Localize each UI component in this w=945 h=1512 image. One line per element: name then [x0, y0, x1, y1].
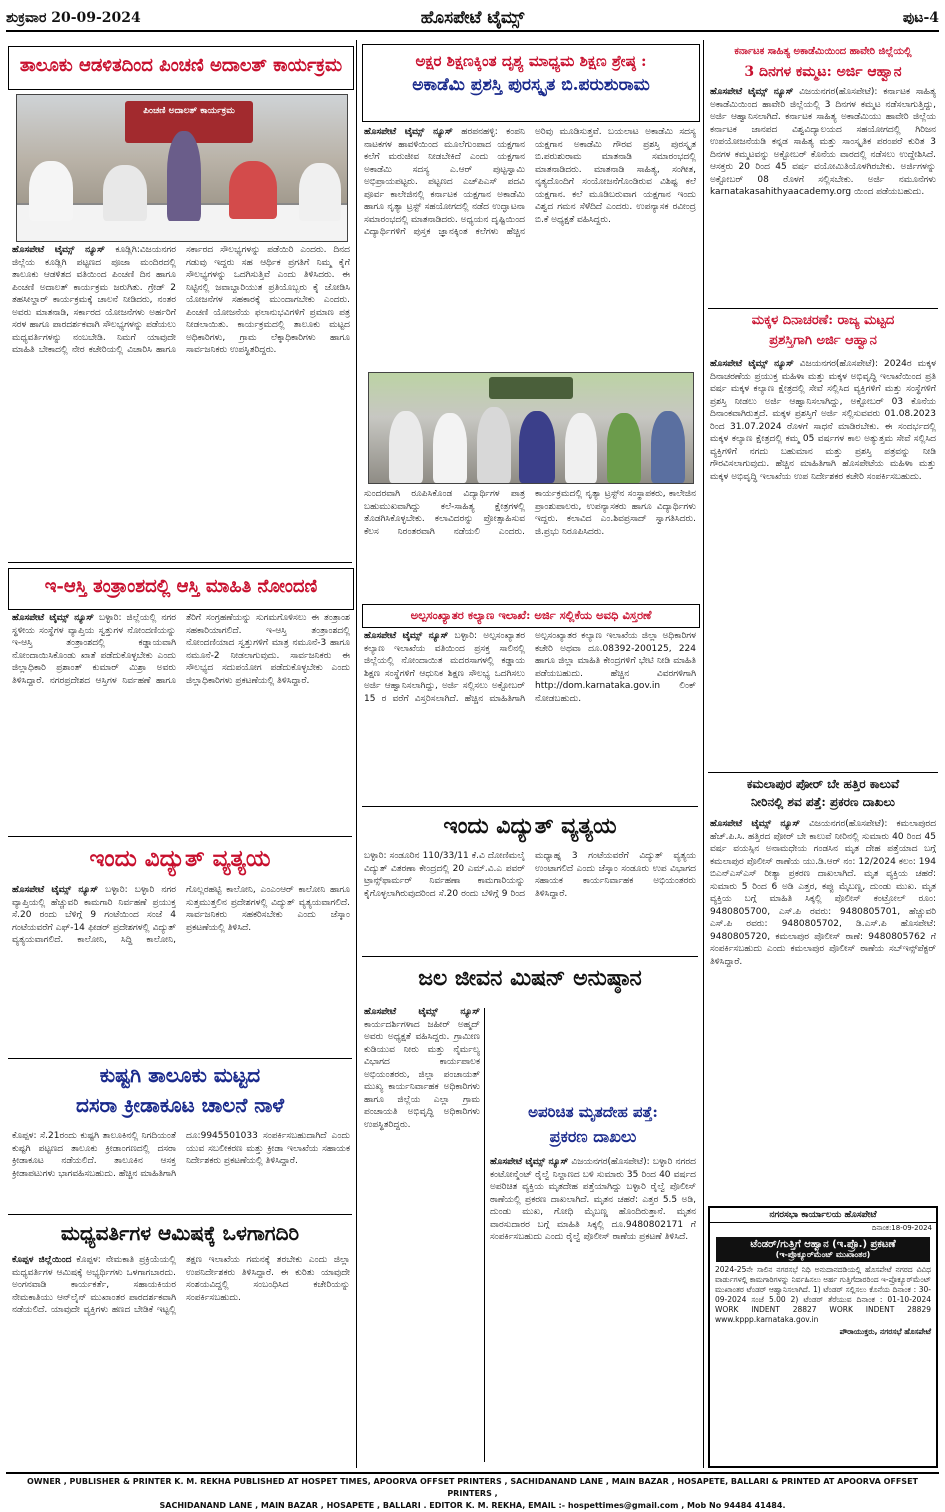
article-headline: ಕಮಲಾಪುರ ಪೋರ್ ಬೇ ಹತ್ತಿರ ಕಾಲುವೆ — [746, 777, 900, 791]
byline: ಹೊಸಪೇಟೆ ಟೈಮ್ಸ್ ನ್ಯೂಸ್ — [490, 1157, 569, 1167]
article-body — [710, 86, 936, 304]
byline: ಹೊಸಪೇಟೆ ಟೈಮ್ಸ್ ನ್ಯೂಸ್ — [12, 245, 105, 255]
article-body — [12, 1254, 350, 1466]
byline: ಹೊಸಪೇಟೆ ಟೈಮ್ಸ್ ನ್ಯೂಸ್ — [364, 127, 453, 137]
tender-heading-text: ಟೆಂಡರ್/ಗುತ್ತಿಗೆ ಆಹ್ವಾನ (ಇ.ಪ್ರೊ.) ಪ್ರಕಟಣೆ — [750, 1239, 896, 1251]
article-headline: ಅಕ್ಷರ ಶಿಕ್ಷಣಕ್ಕಿಂತ ದೃಶ್ಯ ಮಾಧ್ಯಮ ಶಿಕ್ಷಣ ಶ್ರೇಷ್ಠ : — [415, 52, 647, 70]
article-text: ಬಳ್ಳಾರಿ: ಬಳ್ಳಾರಿ ನಗರ ವ್ಯಾಪ್ತಿಯಲ್ಲಿ ಹೆಚ್ಚುವರಿ ಕಾಮಗಾರಿ ನಿರ್ವಹಣೆ ಪ್ರಯುಕ್ತ ಸೆ.20 ರಂದು ಬೆಳಿಗ್ಗೆ 9 ಗಂಟೆಯಿಂದ ಸಂಜೆ 4 ಗಂಟೆಯವರೆಗೆ ಎಫ್-14 ಫೀಡರ್ ಪ್ರದೇಶಗಳಲ್ಲಿ ವಿದ್ಯುತ್ ವ್ಯತ್ಯಯವಾಗಲಿದೆ. ಕಾಲೋನಿ, ಸಿದ್ದಿ ಕಾಲೋನಿ, ಗೊಲ್ಲರಹಟ್ಟಿ ಕಾಲೋನಿ, ಎಂಎಂಆರ್ ಕಾಲೋನಿ ಹಾಗೂ ಸುತ್ತಮುತ್ತಲಿನ ಪ್ರದೇಶಗಳಲ್ಲಿ ವಿದ್ಯುತ್ ವ್ಯತ್ಯಯವಾಗಲಿದೆ. ಸಾರ್ವಜನಿಕರು ಸಹಕರಿಸಬೇಕು ಎಂದು ಜೆಸ್ಕಾಂ ಪ್ರಕಟಣೆಯಲ್ಲಿ ತಿಳಿಸಿದೆ. — [12, 885, 350, 945]
tender-signature: ಪೌರಾಯುಕ್ತರು, ನಗರಸಭೆ ಹೊಸಪೇಟೆ — [839, 1327, 931, 1337]
article-body — [12, 884, 350, 1054]
article-body — [364, 488, 696, 598]
column-divider — [484, 1008, 485, 1462]
tender-notice — [708, 1206, 938, 1468]
person — [433, 413, 467, 483]
byline: ಹೊಸಪೇಟೆ ಟೈಮ್ಸ್ ನ್ಯೂಸ್ — [710, 819, 801, 829]
article-headline: ಜಲ ಜೀವನ ಮಿಷನ್ ಅನುಷ್ಠಾನ — [418, 965, 642, 991]
article-headline: ಅಕಾಡೆಮಿ ಪ್ರಶಸ್ತಿ ಪುರಸ್ಕೃತ ಬಿ.ಪರುಶುರಾಮ — [412, 75, 650, 96]
byline: ಹೊಸಪೇಟೆ ಟೈಮ್ಸ್ ನ್ಯೂಸ್ — [710, 359, 794, 369]
byline: ಹೊಸಪೇಟೆ ಟೈಮ್ಸ್ ನ್ಯೂಸ್ — [12, 613, 94, 623]
article-text: ವಿಜಯನಗರ(ಹೊಸಪೇಟೆ): ಕಮಲಾಪುರದ ಹೆಚ್.ಪಿ.ಸಿ. ಹತ್ತಿರದ ಪೋರ್ ಬೇ ಕಾಲುವೆ ನೀರಿನಲ್ಲಿ ಸುಮಾರು 40 ರಿಂದ 45 ವರ್ಷ ವಯಸ್ಸಿನ ಅನಾಮಧೇಯ ಗಂಡಸಿನ ಮೃತ ದೇಹ ಪತ್ತೆಯಾದ ಬಗ್ಗೆ ಕಮಲಾಪುರ ಪೊಲೀಸ್ ಠಾಣೆಯ ಯು.ಡಿ.ಆರ್ ನಂ: 12/2024 ಕಲಂ: 194 ಬಿಎನ್‌ಎಸ್‌ಎಸ್ ರೀತ್ಯಾ ಪ್ರಕರಣ ದಾಖಲಾಗಿದೆ. ಮೃತ ವ್ಯಕ್ತಿಯ ಚಹರೆ: ಸುಮಾರು 5 ರಿಂದ 6 ಅಡಿ ಎತ್ತರ, ಕಪ್ಪು ಮೈಬಣ್ಣ, ದುಂಡು ಮುಖ. ಮೃತ ವ್ಯಕ್ತಿಯ ಬಗ್ಗೆ ಮಾಹಿತಿ ಸಿಕ್ಕಲ್ಲಿ ಪೊಲೀಸ್ ಕಂಟ್ರೋಲ್ ರೂಂ: 9480805700, ಎಸ್.ಪಿ ರವರು: 9480805701, ಹೆಚ್ಚುವರಿ ಎಸ್.ಪಿ ರವರು: 9480805702, ಡಿ.ಎಸ್.ಪಿ ಹೊಸಪೇಟೆ: 9480805720, ಕಮಲಾಪುರ ಪೊಲೀಸ್ ಠಾಣೆ: 9480805762 ಗೆ ಸಂಪರ್ಕಿಸಬಹುದು ಎಂದು ಕಮಲಾಪುರ ಪೊಲೀಸ್ ಠಾಣೆಯ ಸಬ್‌ಇನ್ಸ್‌ಪೆಕ್ಟರ್ ತಿಳಿಸಿದ್ದಾರೆ. — [710, 819, 936, 967]
article-text: ಬಳ್ಳಾರಿ: ಅಲ್ಪಸಂಖ್ಯಾತರ ಕಲ್ಯಾಣ ಇಲಾಖೆಯ ವತಿಯಿಂದ ಪ್ರಸಕ್ತ ಸಾಲಿನಲ್ಲಿ ಜಿಲ್ಲೆಯಲ್ಲಿ ನೋಂದಾಯಿತ ಮದರಸಾಗಳಲ್ಲಿ ಕಡ್ಡಾಯ ಶಿಕ್ಷಣ ಸಂಸ್ಥೆಗಳಿಗೆ ಆಧುನಿಕ ಶಿಕ್ಷಣ ಸೌಲಭ್ಯ ಒದಗಿಸಲು ಅರ್ಜಿ ಆಹ್ವಾನಿಸಲಾಗಿದ್ದು, ಅರ್ಜಿ ಸಲ್ಲಿಸಲು ಅಕ್ಟೋಬರ್ 15 ರ ವರೆಗೆ ವಿಸ್ತರಿಸಲಾಗಿದೆ. ಹೆಚ್ಚಿನ ಮಾಹಿತಿಗಾಗಿ ಅಲ್ಪಸಂಖ್ಯಾತರ ಕಲ್ಯಾಣ ಇಲಾಖೆಯ ಜಿಲ್ಲಾ ಅಧಿಕಾರಿಗಳ ಕಚೇರಿ ಅಥವಾ ದೂ.08392-200125, 224 ಹಾಗೂ ಜಿಲ್ಲಾ ಮಾಹಿತಿ ಕೇಂದ್ರಗಳಿಗೆ ಭೇಟಿ ನೀಡಿ ಮಾಹಿತಿ ಪಡೆಯಬಹುದು. ಹೆಚ್ಚಿನ ವಿವರಗಳಿಗಾಗಿ http://dom.karnataka.gov.in ಲಿಂಕ್ ನೋಡಬಹುದು. — [364, 631, 696, 704]
article-text: ಕಾರ್ಯದರ್ಶಿಗಳಾದ ಜಹೀರ್ ಅಹ್ಮದ್ ಅವರು ಅಧ್ಯಕ್ಷತೆ ವಹಿಸಿದ್ದರು. ಗ್ರಾಮೀಣ ಕುಡಿಯುವ ನೀರು ಮತ್ತು ನೈರ್ಮಲ್ಯ ವಿಭಾಗದ ಕಾರ್ಯಪಾಲಕ ಅಭಿಯಂತರರು, ಜಿಲ್ಲಾ ಪಂಚಾಯತ್ ಮುಖ್ಯ ಕಾರ್ಯನಿರ್ವಾಹಕ ಅಧಿಕಾರಿಗಳು ಹಾಗೂ ಜಿಲ್ಲೆಯ ಎಲ್ಲಾ ಗ್ರಾಮ ಪಂಚಾಯತಿ ಅಭಿವೃದ್ಧಿ ಅಧಿಕಾರಿಗಳು ಉಪಸ್ಥಿತರಿದ್ದರು. — [364, 1019, 480, 1130]
article-headline: ಕರ್ನಾಟಕ ಸಾಹಿತ್ಯ ಅಕಾಡೆಮಿಯಿಂದ ಹಾವೇರಿ ಜಿಲ್ಲೆಯಲ್ಲಿ — [734, 46, 912, 57]
article-text: ವಿಜಯನಗರ(ಹೊಸಪೇಟೆ): ಬಳ್ಳಾರಿ ನಗರದ ಕಂಟೋನ್ಮೆಂಟ್ ರೈಲ್ವೆ ನಿಲ್ದಾಣದ ಬಳಿ ಸುಮಾರು 35 ರಿಂದ 40 ವರ್ಷದ ಅಪರಿಚಿತ ವ್ಯಕ್ತಿಯ ಮೃತದೇಹ ಪತ್ತೆಯಾಗಿದ್ದು ಬಳ್ಳಾರಿ ರೈಲ್ವೆ ಪೊಲೀಸ್ ಠಾಣೆಯಲ್ಲಿ ಪ್ರಕರಣ ದಾಖಲಾಗಿದೆ. ಮೃತನ ಚಹರೆ: ಎತ್ತರ 5.5 ಅಡಿ, ದುಂಡು ಮುಖ, ಗೋಧಿ ಮೈಬಣ್ಣ ಹೊಂದಿರುತ್ತಾನೆ. ಮೃತನ ವಾರಸುದಾರರ ಬಗ್ಗೆ ಮಾಹಿತಿ ಸಿಕ್ಕಲ್ಲಿ ದೂ.9480802171 ಗೆ ಸಂಪರ್ಕಿಸಬಹುದು ಎಂದು ರೈಲ್ವೆ ಪೊಲೀಸ್ ಠಾಣೆಯ ಪ್ರಕಟಣೆ ತಿಳಿಸಿದೆ. — [490, 1157, 696, 1242]
tender-office: ನಗರಸಭಾ ಕಾರ್ಯಾಲಯ ಹೊಸಪೇಟೆ — [710, 1208, 936, 1223]
article-headline-box — [8, 568, 354, 610]
event-photo — [368, 372, 694, 484]
tender-date: ದಿನಾಂಕ:18-09-2024 — [871, 1224, 932, 1233]
article-headline: ಮಧ್ಯವರ್ತಿಗಳ ಆಮಿಷಕ್ಕೆ ಒಳಗಾಗದಿರಿ — [60, 1221, 300, 1245]
article-headline: ಅಪರಿಚಿತ ಮೃತದೇಹ ಪತ್ತೆ: — [528, 1103, 658, 1121]
article-headline: ದಸರಾ ಕ್ರೀಡಾಕೂಟ ಚಾಲನೆ ನಾಳೆ — [75, 1093, 285, 1117]
article-headline: ತಾಲೂಕು ಆಡಳಿತದಿಂದ ಪಿಂಚಣಿ ಅದಾಲತ್ ಕಾರ್ಯಕ್ರಮ — [19, 55, 343, 76]
person — [299, 163, 341, 221]
byline: ಹೊಸಪೇಟೆ ಟೈಮ್ಸ್ ನ್ಯೂಸ್ — [364, 1007, 480, 1017]
person — [29, 161, 73, 221]
divider — [8, 836, 352, 837]
byline: ಹೊಸಪೇಟೆ ಟೈಮ್ಸ್ ನ್ಯೂಸ್ — [12, 885, 99, 895]
person — [519, 411, 555, 483]
column-divider — [356, 40, 357, 1468]
article-body — [12, 612, 350, 832]
divider — [362, 806, 698, 807]
article-text: ಕೊಪ್ಪಳ: ಸೆ.21ರಂದು ಕುಷ್ಟಗಿ ತಾಲೂಕಿನಲ್ಲಿ ನಿಗದಿಯಂತೆ ಕುಷ್ಟಗಿ ಪಟ್ಟಣದ ತಾಲೂಕು ಕ್ರೀಡಾಂಗಣದಲ್ಲಿ ದಸರಾ ಕ್ರೀಡಾಕೂಟ ನಡೆಯಲಿದೆ. ತಾಲೂಕಿನ ಆಸಕ್ತ ಕ್ರೀಡಾಪಟುಗಳು ಭಾಗವಹಿಸಬಹುದು. ಹೆಚ್ಚಿನ ಮಾಹಿತಿಗಾಗಿ ದೂ:9945501033 ಸಂಪರ್ಕಿಸಬಹುದಾಗಿದೆ ಎಂದು ಯುವ ಸಬಲೀಕರಣ ಮತ್ತು ಕ್ರೀಡಾ ಇಲಾಖೆಯ ಸಹಾಯಕ ನಿರ್ದೇಶಕರು ಪ್ರಕಟಣೆಯಲ್ಲಿ ತಿಳಿಸಿದ್ದಾರೆ. — [12, 1131, 350, 1179]
person — [167, 131, 201, 221]
article-text: ಸುಂದರವಾಗಿ ರೂಪಿಸಿಕೊಂಡ ವಿದ್ಯಾರ್ಥಿಗಳ ಪಾತ್ರ ಬಹುಮುಖವಾಗಿದ್ದು ಕಲೆ-ಸಾಹಿತ್ಯ ಕ್ಷೇತ್ರಗಳಲ್ಲಿ ತೊಡಗಿಸಿಕೊಳ್ಳಬೇಕು. ಕಲಾವಿದರನ್ನು ಪ್ರೋತ್ಸಾಹಿಸುವ ಕೆಲಸ ನಿರಂತರವಾಗಿ ನಡೆಯಲಿ ಎಂದರು. ಕಾರ್ಯಕ್ರಮದಲ್ಲಿ ನೃತ್ಯಾ ಟ್ರಸ್ಟ್‌ನ ಸಂಸ್ಥಾಪಕರು, ಕಾಲೇಜಿನ ಪ್ರಾಂಶುಪಾಲರು, ಉಪನ್ಯಾಸಕರು ಹಾಗೂ ವಿದ್ಯಾರ್ಥಿಗಳು ಇದ್ದರು. ಕಲಾವಿದ ಎಂ.ಶಿವಪ್ರಸಾದ್ ಸ್ವಾಗತಿಸಿದರು. ಜಿ.ಪ್ರಭು ನಿರೂಪಿಸಿದರು. — [364, 489, 696, 537]
article-headline: ಇ-ಆಸ್ತಿ ತಂತ್ರಾಂಶದಲ್ಲಿ ಆಸ್ತಿ ಮಾಹಿತಿ ನೋಂದಣಿ — [44, 576, 318, 597]
article-headline-box — [362, 44, 700, 122]
masthead — [6, 8, 939, 32]
article-headline-box — [362, 604, 700, 628]
article-headline: ಪ್ರಕರಣ ದಾಖಲು — [549, 1127, 637, 1146]
tender-body: 2024-25ನೇ ಸಾಲಿನ ನಗರಸಭೆ ನಿಧಿ ಅನುದಾನದಡಿಯಲ್ಲಿ ಹೊಸಪೇಟೆ ನಗರದ ವಿವಿಧ ವಾರ್ಡುಗಳಲ್ಲಿ ಕಾಮಗಾರಿಗಳನ್ನು ನಿರ್ವಹಿಸಲು ಅರ್ಹ ಗುತ್ತಿಗೆದಾರರಿಂದ ಇ-ಪ್ರೊಕ್ಯೂರ್‌ಮೆಂಟ್ ಮುಖಾಂತರ ಟೆಂಡರ್ ಆಹ್ವಾನಿಸಲಾಗಿದೆ. 1) ಟೆಂಡರ್ ಸಲ್ಲಿಸಲು ಕೊನೆಯ ದಿನಾಂಕ : 30-09-2024 ಸಂಜೆ 5.00 2) ಟೆಂಡರ್ ತೆರೆಯುವ ದಿನಾಂಕ : 01-10-2024 WORK INDENT 28827 WORK INDENT 28829 www.kppp.karnataka.gov.in — [715, 1265, 931, 1325]
byline: ಹೊಸಪೇಟೆ ಟೈಮ್ಸ್ ನ್ಯೂಸ್ — [710, 87, 794, 97]
article-text: ಕೊಪ್ಪಳ: ನೇಮಕಾತಿ ಪ್ರಕ್ರಿಯೆಯಲ್ಲಿ ಮಧ್ಯವರ್ತಿಗಳ ಆಮಿಷಕ್ಕೆ ಅಭ್ಯರ್ಥಿಗಳು ಒಳಗಾಗಬಾರದು. ಅಂಗನವಾಡಿ ಕಾರ್ಯಕರ್ತೆ, ಸಹಾಯಕಿಯರ ನೇಮಕಾತಿಯು ಆನ್‌ಲೈನ್ ಮುಖಾಂತರ ಪಾರದರ್ಶಕವಾಗಿ ನಡೆಯಲಿದೆ. ಯಾವುದೇ ವ್ಯಕ್ತಿಗಳು ಹಣದ ಬೇಡಿಕೆ ಇಟ್ಟಲ್ಲಿ ತಕ್ಷಣ ಇಲಾಖೆಯ ಗಮನಕ್ಕೆ ತರಬೇಕು ಎಂದು ಜಿಲ್ಲಾ ಉಪನಿರ್ದೇಶಕರು ತಿಳಿಸಿದ್ದಾರೆ. ಈ ಕುರಿತು ಯಾವುದೇ ಸಂಶಯವಿದ್ದಲ್ಲಿ ಸಂಬಂಧಿಸಿದ ಕಚೇರಿಯನ್ನು ಸಂಪರ್ಕಿಸಬಹುದು. — [12, 1255, 350, 1315]
divider — [362, 956, 698, 957]
person — [229, 161, 277, 219]
photo-banner — [489, 377, 573, 399]
person — [477, 407, 511, 483]
divider — [8, 1058, 352, 1059]
article-text: ಕೂಡ್ಲಿಗಿ:ವಿಜಯನಗರ ಜಿಲ್ಲೆಯ ಕೂಡ್ಲಿಗಿ ಪಟ್ಟಣದ ಪೂಜಾ ಮಂದಿರದಲ್ಲಿ ತಾಲೂಕು ಆಡಳಿತದ ವತಿಯಿಂದ ಪಿಂಚಣಿ ದಿನ ಹಾಗೂ ಪಿಂಚಣಿ ಅದಾಲತ್ ಕಾರ್ಯಕ್ರಮ ಜರುಗಿತು. ಗ್ರೇಡ್ 2 ತಹಸೀಲ್ದಾರ್ ಕಾರ್ಯಕ್ರಮಕ್ಕೆ ಚಾಲನೆ ನೀಡಿದರು, ನಂತರ ಅವರು ಮಾತನಾಡಿ, ಸರ್ಕಾರದ ಯೋಜನೆಗಳು ಅರ್ಹರಿಗೆ ಸರಳ ಹಾಗೂ ಪಾರದರ್ಶಕವಾಗಿ ಸೌಲಭ್ಯಗಳನ್ನು ಪಡೆಯಲು ಮಧ್ಯವರ್ತಿಗಳನ್ನು ನಂಬಬೇಡಿ. ನಿಮಗೆ ಯಾವುದೇ ಮಾಹಿತಿ ಬೇಕಾದಲ್ಲಿ ನೇರ ಕಚೇರಿಯಲ್ಲಿ ವಿಚಾರಿಸಿ ಹಾಗೂ ಸರ್ಕಾರದ ಸೌಲಭ್ಯಗಳನ್ನು ಪಡೆಯಿರಿ ಎಂದರು. ದಿನದ ಗಡುವು ಇದ್ದರು ಸಹ ಆರ್ಥಿಕ ಪ್ರಗತಿಗೆ ನಿಮ್ಮ ಕೈಗೆ ಸೌಲಭ್ಯಗಳನ್ನು ಒದಗಿಸುತ್ತಿವೆ ಎಂದು ತಿಳಿಸಿದರು. ಈ ನಿಟ್ಟಿನಲ್ಲಿ ಜವಾಬ್ದಾರಿಯುತ ಪ್ರತಿಯೊಬ್ಬರು ಕೈ ಜೋಡಿಸಿ ಯೋಜನೆಗಳ ಸಹಕಾರಕ್ಕೆ ಮುಂದಾಗಬೇಕು ಎಂದರು. ಪಿಂಚಣಿ ಯೋಜನೆಯ ಫಲಾನುಭವಿಗಳಿಗೆ ಪ್ರಮಾಣ ಪತ್ರ ನೀಡಲಾಯಿತು. ಕಾರ್ಯಕ್ರಮದಲ್ಲಿ ತಾಲೂಕು ಮಟ್ಟದ ಅಧಿಕಾರಿಗಳು, ಗ್ರಾಮ ಲೆಕ್ಕಾಧಿಕಾರಿಗಳು ಹಾಗೂ ಸಾರ್ವಜನಿಕರು ಉಪಸ್ಥಿತರಿದ್ದರು. — [12, 245, 350, 355]
tender-subheading: (ಇ-ಪ್ರೊಕ್ಯೂರ್‌ಮೆಂಟ್ ಮುಖಾಂತರ) — [775, 1250, 871, 1260]
article-headline: ಕುಷ್ಟಗಿ ತಾಲೂಕು ಮಟ್ಟದ — [99, 1063, 261, 1087]
article-text: ವಿಜಯನಗರ(ಹೊಸಪೇಟೆ): ಕರ್ನಾಟಕ ಸಾಹಿತ್ಯ ಅಕಾಡೆಮಿಯಿಂದ ಹಾವೇರಿ ಜಿಲ್ಲೆಯಲ್ಲಿ 3 ದಿನಗಳ ಕಮ್ಮಟ ನಡೆಸಲಾಗುತ್ತಿದ್ದು, ಅರ್ಜಿ ಆಹ್ವಾನಿಸಲಾಗಿದೆ. ಕರ್ನಾಟಕ ಸಾಹಿತ್ಯ ಅಕಾಡೆಮಿಯು ಹಾವೇರಿ ಜಿಲ್ಲೆಯ ಕರ್ನಾಟಕ ಜಾನಪದ ವಿಶ್ವವಿದ್ಯಾಲಯದ ಸಹಯೋಗದಲ್ಲಿ ಗಿರಿಜನ ಉಪಯೋಜನೆಯಡಿ ಕನ್ನಡ ಸಾಹಿತ್ಯ ಮತ್ತು ಸಾಂಸ್ಕೃತಿಕ ಪರಂಪರೆ ಕುರಿತ 3 ದಿನಗಳ ಕಮ್ಮಟವನ್ನು ಅಕ್ಟೋಬರ್ ಕೊನೆಯ ವಾರದಲ್ಲಿ ನಡೆಸಲು ಉದ್ದೇಶಿಸಿದೆ. ಆಸಕ್ತರು 20 ರಿಂದ 45 ವರ್ಷ ವಯೋಮಿತಿಯೊಳಗಿರಬೇಕು. ಅರ್ಜಿಗಳನ್ನು ಅಕ್ಟೋಬರ್ 08 ರೊಳಗೆ ಸಲ್ಲಿಸಬೇಕು. ಅರ್ಜಿ ನಮೂನೆಗಳು karnatakasahithyaacademy.org ಯಿಂದ ಪಡೆಯಬಹುದು. — [710, 87, 936, 197]
article-headline: ಇಂದು ವಿದ್ಯುತ್ ವ್ಯತ್ಯಯ — [89, 845, 271, 872]
article-headline: ಅಲ್ಪಸಂಖ್ಯಾತರ ಕಲ್ಯಾಣ ಇಲಾಖೆ: ಅರ್ಜಿ ಸಲ್ಲಿಕೆಯ ಅವಧಿ ವಿಸ್ತರಣೆ — [410, 608, 652, 622]
article-headline-box — [8, 46, 354, 90]
article-body — [12, 244, 350, 556]
person — [103, 165, 147, 221]
article-text: ವಿಜಯನಗರ(ಹೊಸಪೇಟೆ): 2024ರ ಮಕ್ಕಳ ದಿನಾಚರಣೆಯ ಪ್ರಯುಕ್ತ ಮಹಿಳಾ ಮತ್ತು ಮಕ್ಕಳ ಅಭಿವೃದ್ಧಿ ಇಲಾಖೆಯಿಂದ ಪ್ರತಿ ವರ್ಷ ಮಕ್ಕಳ ಕಲ್ಯಾಣ ಕ್ಷೇತ್ರದಲ್ಲಿ ಸೇವೆ ಸಲ್ಲಿಸಿದ ವ್ಯಕ್ತಿಗಳಿಗೆ ಮತ್ತು ಸಂಸ್ಥೆಗಳಿಗೆ ಪ್ರಶಸ್ತಿ ನೀಡಲು ಅರ್ಜಿ ಆಹ್ವಾನಿಸಲಾಗಿದ್ದು, ಅಕ್ಟೋಬರ್ 03 ಕೊನೆಯ ದಿನಾಂಕವಾಗಿರುತ್ತದೆ. ಮಕ್ಕಳ ಪ್ರಶಸ್ತಿಗೆ ಅರ್ಜಿ ಸಲ್ಲಿಸುವವರು 01.08.2023 ರಿಂದ 31.07.2024 ರೊಳಗೆ ಸಾಧನೆ ಮಾಡಿರಬೇಕು. ಈ ಸಂದರ್ಭದಲ್ಲಿ ಮಕ್ಕಳ ಕಲ್ಯಾಣ ಕ್ಷೇತ್ರದಲ್ಲಿ ಕಮ್ಮ 05 ವರ್ಷಗಳ ಕಾಲ ಅತ್ಯುತ್ತಮ ಸೇವೆ ಸಲ್ಲಿಸಿದ ವ್ಯಕ್ತಿಗಳಿಗೆ ನಗದು ಬಹುಮಾನ ಮತ್ತು ಪ್ರಶಸ್ತಿ ಪತ್ರವನ್ನು ನೀಡಿ ಗೌರವಿಸಲಾಗುವುದು. ಹೆಚ್ಚಿನ ಮಾಹಿತಿಗಾಗಿ ಹೊಸಪೇಟೆಯ ಮಹಿಳಾ ಮತ್ತು ಮಕ್ಕಳ ಅಭಿವೃದ್ಧಿ ಇಲಾಖೆಯ ಉಪ ನಿರ್ದೇಶಕರ ಕಚೇರಿ ಸಂಪರ್ಕಿಸಬಹುದು. — [710, 359, 936, 482]
article-body — [364, 630, 696, 802]
divider — [708, 772, 938, 773]
article-body — [364, 850, 696, 952]
event-photo — [16, 94, 348, 242]
article-headline: ನೀರಿನಲ್ಲಿ ಶವ ಪತ್ತೆ: ಪ್ರಕರಣ ದಾಖಲು — [751, 795, 895, 809]
article-body — [12, 1130, 350, 1212]
person — [565, 413, 597, 483]
byline: ಹೊಸಪೇಟೆ ಟೈಮ್ಸ್ ನ್ಯೂಸ್ — [364, 631, 449, 641]
divider — [708, 308, 938, 309]
divider — [8, 1214, 352, 1215]
article-body — [710, 358, 936, 768]
page-number: ಪುಟ-4 — [902, 10, 939, 26]
byline: ಕೊಪ್ಪಳ ಜಿಲ್ಲೆಯಿಂದ — [12, 1255, 72, 1265]
article-text: ಹರಪನಹಳ್ಳಿ: ಕಂಪನಿ ನಾಟಕಗಳ ಹಾವಳಿಯಿಂದ ಮೂಲೆಗುಂಪಾದ ಯಕ್ಷಗಾನ ಕಲೆಗೆ ಮರುಜೀವ ನೀಡಬೇಕಿದೆ ಎಂದು ಯಕ್ಷಗಾನ ಅಕಾಡೆಮಿ ಸದಸ್ಯ ಎ.ಆರ್ ಪುಟ್ಟಸ್ವಾಮಿ ಅಭಿಪ್ರಾಯಪಟ್ಟರು. ಪಟ್ಟಣದ ಎಚ್‌ಪಿಎಸ್ ಪದವಿ ಪೂರ್ವ ಕಾಲೇಜಿನಲ್ಲಿ ಕರ್ನಾಟಕ ಯಕ್ಷಗಾನ ಅಕಾಡೆಮಿ ಹಾಗೂ ನೃತ್ಯಾ ಟ್ರಸ್ಟ್ ಸಹಯೋಗದಲ್ಲಿ ನಡೆದ ಉದ್ಘಾಟನಾ ಸಮಾರಂಭದಲ್ಲಿ ಮಾತನಾಡಿದರು. ಅಧ್ಯಯನ ದೃಷ್ಟಿಯಿಂದ ವಿದ್ಯಾರ್ಥಿಗಳಿಗೆ ಪುಸ್ತಕ ಜ್ಞಾನಕ್ಕಿಂತ ಕಲೆಗಳು ಹೆಚ್ಚಿನ ಅರಿವು ಮೂಡಿಸುತ್ತವೆ. ಬಯಲಾಟ ಅಕಾಡೆಮಿ ಸದಸ್ಯ ಯಕ್ಷಗಾನ ಅಕಾಡೆಮಿ ಗೌರವ ಪ್ರಶಸ್ತಿ ಪುರಸ್ಕೃತ ಬಿ.ಪರುಶುರಾಮ ಮಾತನಾಡಿ ಸಮಾರಂಭದಲ್ಲಿ ಮಾತನಾಡಿದರು. ಮಾತನಾಡಿ ಸಾಹಿತ್ಯ, ಸಂಗೀತ, ನೃತ್ಯದೊಂದಿಗೆ ಸಂಯೋಜನೆಗೊಂಡಿರುವ ವಿಶಿಷ್ಟ ಕಲೆ ಯಕ್ಷಗಾನ. ಕಲೆ ಮೂಡಿಬರುವಾಗ ಯಕ್ಷಗಾನ ಇಂದು ವಿಶ್ವದ ಗಮನ ಸೆಳೆದಿದೆ ಎಂದರು. ಉಪನ್ಯಾಸಕ ರವೀಂದ್ರ ಬಿ.ಕೆ ಅಧ್ಯಕ್ಷತೆ ವಹಿಸಿದ್ದರು. — [364, 127, 696, 237]
newspaper-title: ಹೊಸಪೇಟೆ ಟೈಮ್ಸ್ — [420, 8, 525, 28]
article-body — [490, 1156, 696, 1466]
photo-banner: ಪಿಂಚಣಿ ಅದಾಲತ್ ಕಾರ್ಯಕ್ರಮ — [125, 101, 253, 143]
person — [651, 411, 685, 483]
article-body — [710, 818, 936, 1198]
imprint-line: OWNER , PUBLISHER & PRINTER K. M. REKHA PUBLISHED AT HOSPET TIMES, APOORVA OFFSET PRINTERS , SACHIDANAND LANE , MAIN BAZAR , HOSAPETE, BALLARI & PRINTED AT APOORVA OFFSET PRINTERS , — [27, 1477, 918, 1498]
article-text: ಬಳ್ಳಾರಿ: ಜಿಲ್ಲೆಯಲ್ಲಿ ನಗರ ಸ್ಥಳೀಯ ಸಂಸ್ಥೆಗಳ ವ್ಯಾಪ್ತಿಯ ಸ್ವತ್ತುಗಳ ನೋಂದಣಿಯನ್ನು ಇ-ಆಸ್ತಿ ತಂತ್ರಾಂಶದಲ್ಲಿ ಕಡ್ಡಾಯವಾಗಿ ನೋಂದಾಯಿಸಿಕೊಂಡು ಖಾತೆ ಪಡೆದುಕೊಳ್ಳಬೇಕು ಎಂದು ಜಿಲ್ಲಾಧಿಕಾರಿ ಪ್ರಶಾಂತ್ ಕುಮಾರ್ ಮಿಶ್ರಾ ಅವರು ತಿಳಿಸಿದ್ದಾರೆ. ನಗರಪ್ರದೇಶದ ಆಸ್ತಿಗಳ ನಿರ್ವಹಣೆ ಹಾಗೂ ತೆರಿಗೆ ಸಂಗ್ರಹಣೆಯನ್ನು ಸುಗಮಗೊಳಿಸಲು ಈ ತಂತ್ರಾಂಶ ಸಹಕಾರಿಯಾಗಲಿದೆ. ಇ-ಆಸ್ತಿ ತಂತ್ರಾಂಶದಲ್ಲಿ ನೋಂದಣಿಯಾದ ಸ್ವತ್ತುಗಳಿಗೆ ಮಾತ್ರ ನಮೂನೆ-3 ಹಾಗೂ ನಮೂನೆ-2 ನೀಡಲಾಗುವುದು. ಸಾರ್ವಜನಿಕರು ಈ ಸೌಲಭ್ಯದ ಸದುಪಯೋಗ ಪಡೆದುಕೊಳ್ಳಬೇಕು ಎಂದು ಜಿಲ್ಲಾಧಿಕಾರಿಗಳು ಪ್ರಕಟಣೆಯಲ್ಲಿ ತಿಳಿಸಿದ್ದಾರೆ. — [12, 613, 350, 686]
imprint-footer — [6, 1472, 939, 1510]
article-headline: ಪ್ರಶಸ್ತಿಗಾಗಿ ಅರ್ಜಿ ಆಹ್ವಾನ — [769, 333, 877, 348]
divider — [8, 562, 352, 563]
article-body — [364, 126, 696, 366]
article-body — [364, 1006, 480, 1466]
person — [389, 411, 423, 483]
issue-date: ಶುಕ್ರವಾರ 20-09-2024 — [6, 10, 141, 26]
article-headline: ಮಕ್ಕಳ ದಿನಾಚರಣೆ: ರಾಜ್ಯ ಮಟ್ಟದ — [751, 313, 895, 328]
imprint-line: SACHIDANAND LANE , MAIN BAZAR , HOSAPETE , BALLARI . EDITOR K. M. REKHA, EMAIL :- hospettimes@gmail.com , Mob No 94484 41484. — [159, 1501, 786, 1510]
article-headline: ಇಂದು ವಿದ್ಯುತ್ ವ್ಯತ್ಯಯ — [443, 813, 617, 839]
column-divider — [703, 40, 704, 1468]
tender-heading — [716, 1237, 930, 1262]
article-text: ಬಳ್ಳಾರಿ: ಸಂಡೂರಿನ 110/33/11 ಕೆ.ವಿ ದೋಣಿಮಲೈ ವಿದ್ಯುತ್ ವಿತರಣಾ ಕೇಂದ್ರದಲ್ಲಿ 20 ಎಮ್.ವಿ.ಎ ಪವರ್ ಟ್ರಾನ್ಸ್‌ಫಾರ್ಮರ್ ನಿರ್ವಹಣಾ ಕಾಮಗಾರಿಯನ್ನು ಕೈಗೊಳ್ಳಲಾಗಿರುವುದರಿಂದ ಸೆ.20 ರಂದು ಬೆಳಿಗ್ಗೆ 9 ರಿಂದ ಮಧ್ಯಾಹ್ನ 3 ಗಂಟೆಯವರೆಗೆ ವಿದ್ಯುತ್ ವ್ಯತ್ಯಯ ಉಂಟಾಗಲಿದೆ ಎಂದು ಜೆಸ್ಕಾಂ ಸಂಡೂರು ಉಪ ವಿಭಾಗದ ಸಹಾಯಕ ಕಾರ್ಯನಿರ್ವಾಹಕ ಅಭಿಯಂತರರು ತಿಳಿಸಿದ್ದಾರೆ. — [364, 851, 696, 899]
article-headline: 3 ದಿನಗಳ ಕಮ್ಮಟ: ಅರ್ಜಿ ಆಹ್ವಾನ — [744, 64, 902, 80]
person — [607, 413, 641, 483]
